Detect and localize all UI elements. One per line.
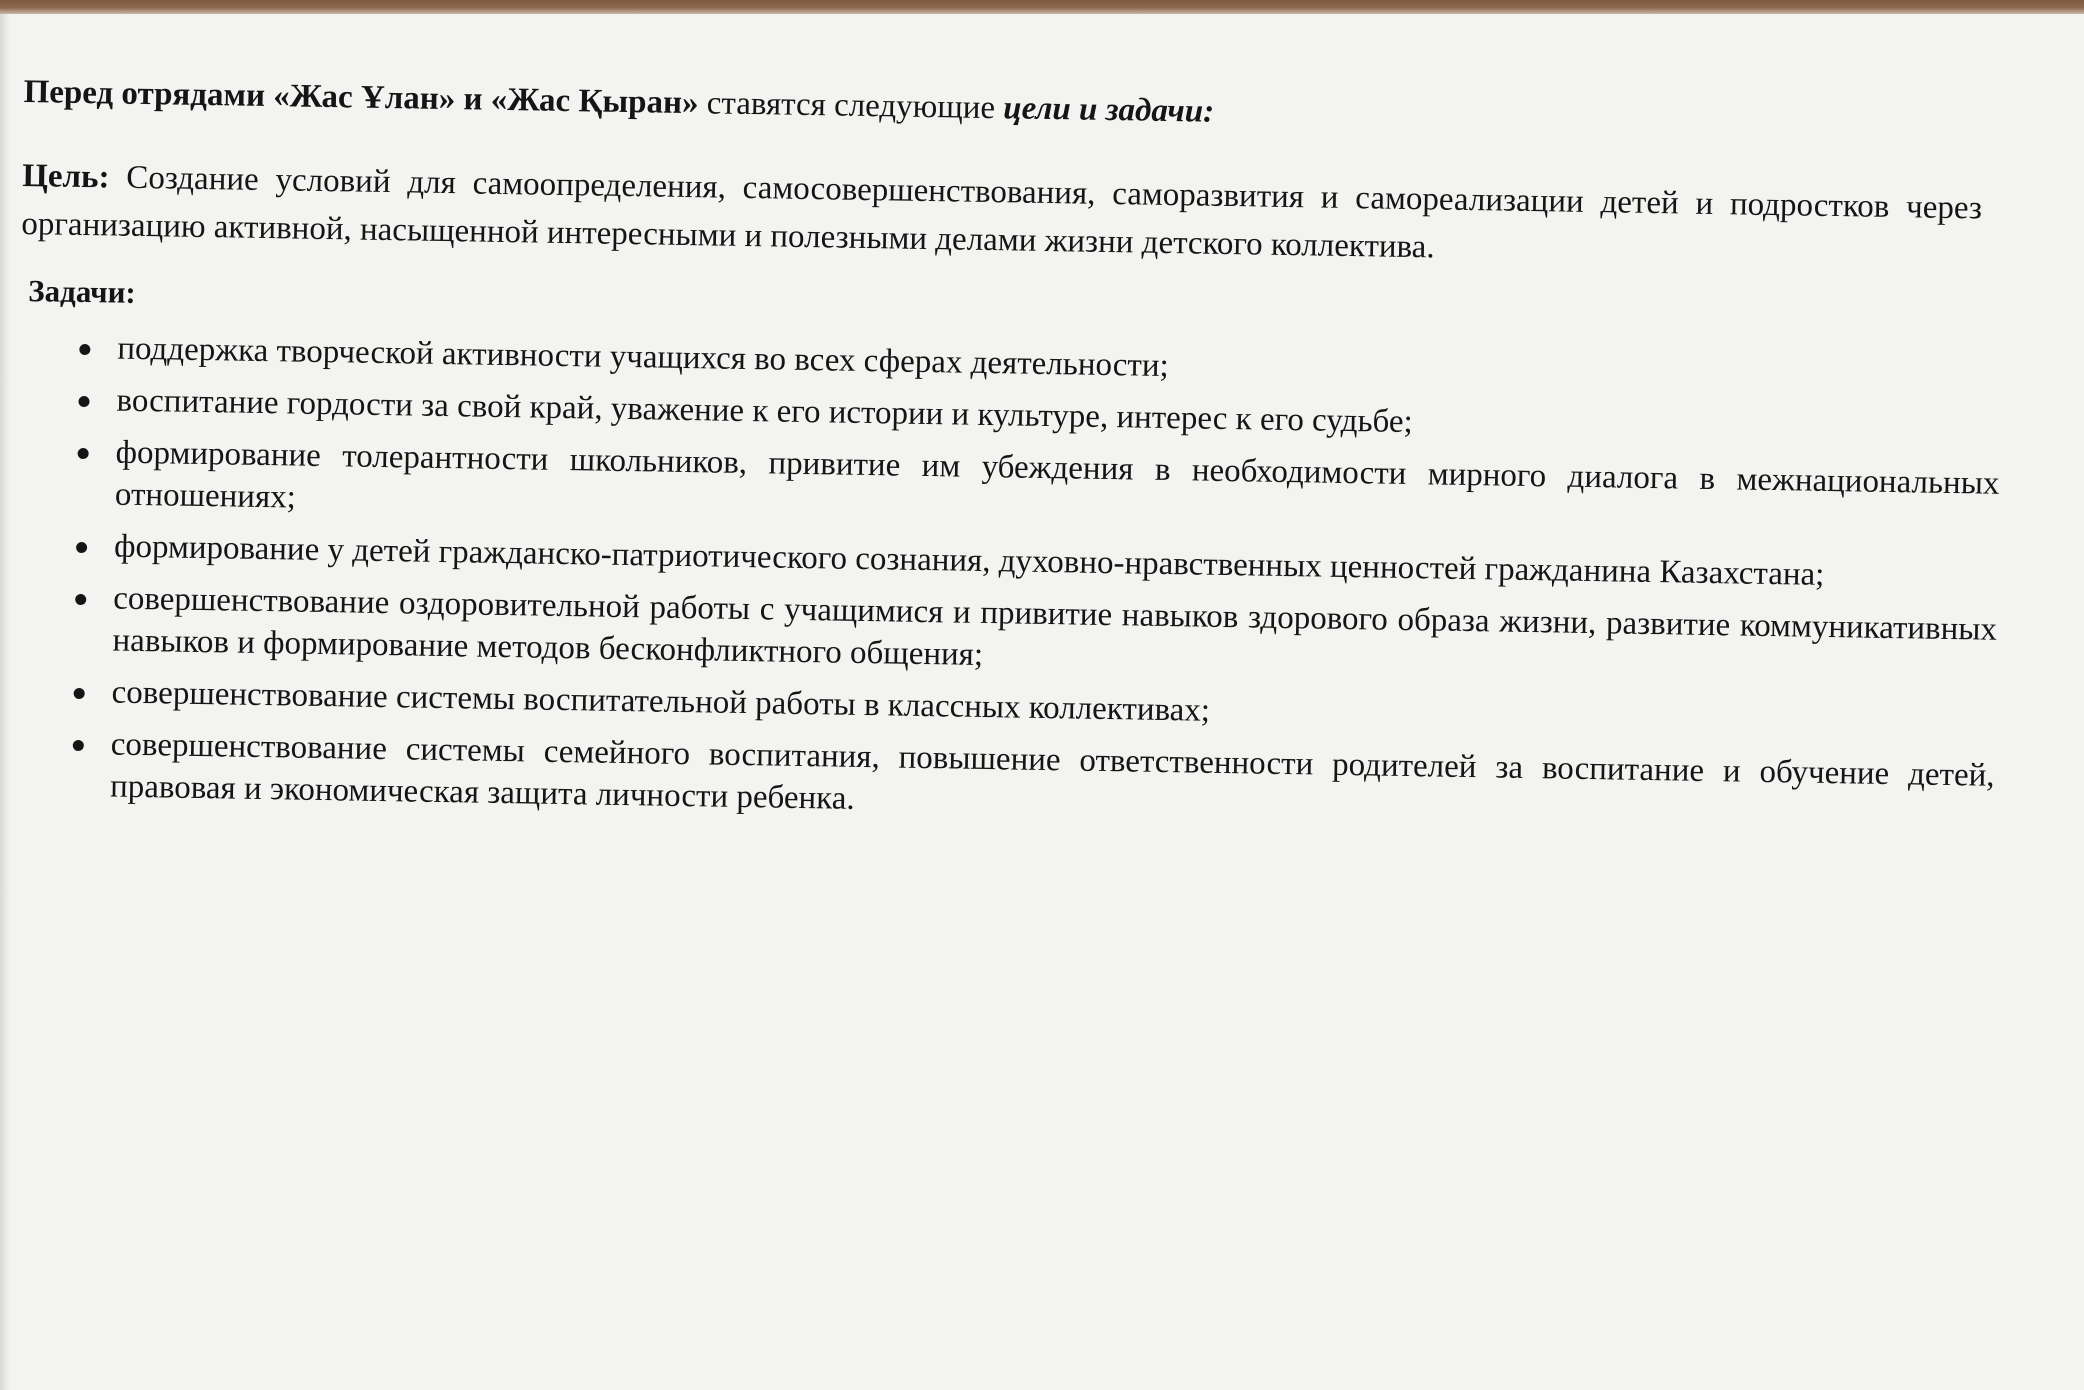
task-list xyxy=(12,326,2002,839)
task-item-text: совершенствование системы семейного воспитания, повышение ответственности родителей за воспитание и обучение детей, правовая и экономическая защита личности ребенка. xyxy=(109,726,1995,817)
task-item-text: формирование у детей гражданско-патриотического сознания, духовно-нравственных ценностей гражданина Казахстана; xyxy=(113,528,1825,593)
bullet-icon xyxy=(73,740,84,751)
task-item-text: воспитание гордости за свой край, уважение к его истории и культуре, интерес к его судьбе; xyxy=(116,382,1414,441)
bullet-icon xyxy=(78,448,89,459)
intro-lead-normal: ставятся следующие xyxy=(698,85,1004,127)
intro-lead-bold: Перед отрядами «Жас Ұлан» и «Жас Қыран» xyxy=(23,73,699,122)
intro-lead-emph: цели и задачи: xyxy=(1003,90,1215,130)
intro-line xyxy=(23,70,2013,147)
tasks-heading: Задачи: xyxy=(28,273,137,310)
bullet-icon xyxy=(74,688,85,699)
goal-label: Цель: xyxy=(21,157,110,196)
bullet-icon xyxy=(79,344,90,355)
bullet-icon xyxy=(78,396,89,407)
task-item xyxy=(74,723,1995,839)
paper-left-shadow xyxy=(0,14,10,1390)
goal-text: Создание условий для самоопределения, самосовершенствования, саморазвития и самореализации детей и подростков через организацию активной, насыщенной интересными и полезными делами жизни детского коллектива. xyxy=(21,159,1983,266)
task-item-text: совершенствование оздоровительной работы с учащимися и привитие навыков здорового образа жизни, развитие коммуникативных навыков и формирование методов бесконфликтного общения; xyxy=(112,580,1998,673)
task-item-text: формирование толерантности школьников, привитие им убеждения в необходимости мирного диалога в межнациональных отношениях; xyxy=(114,434,2000,516)
paper-top-edge xyxy=(0,0,2084,14)
task-item-text: совершенствование системы воспитательной работы в классных коллективах; xyxy=(111,674,1211,729)
bullet-icon xyxy=(75,594,86,605)
goal-paragraph xyxy=(21,152,1982,280)
bullet-icon xyxy=(76,542,87,553)
task-item-text: поддержка творческой активности учащихся во всех сферах деятельности; xyxy=(117,330,1170,385)
document-page xyxy=(12,70,2014,849)
